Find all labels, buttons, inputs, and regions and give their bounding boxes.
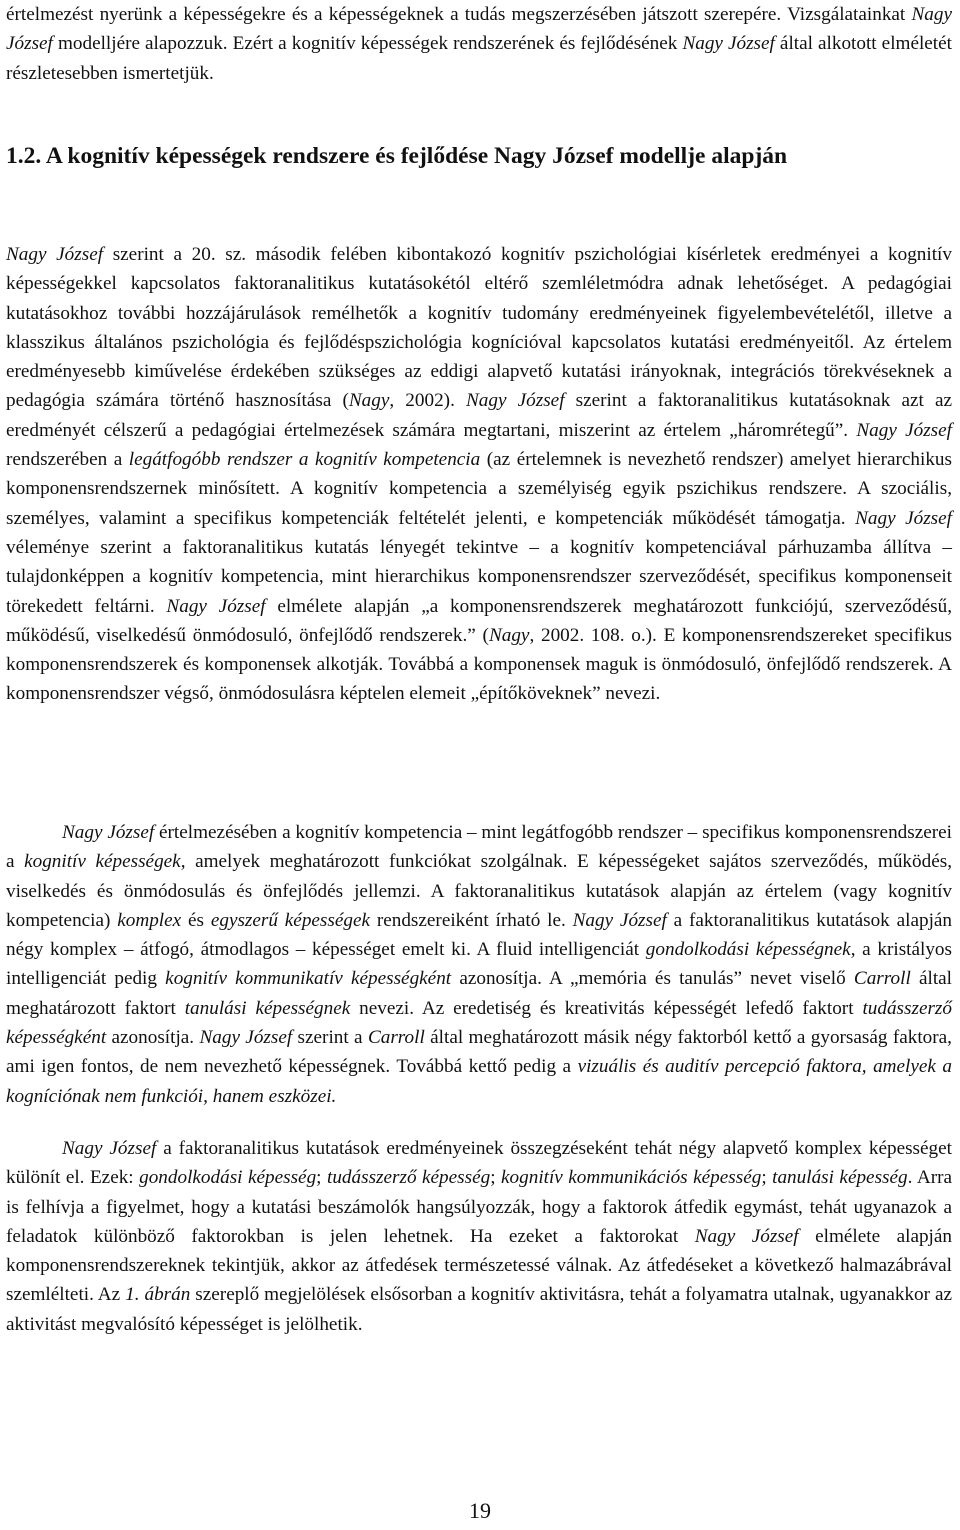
italic-text-run: vizuális és auditív percepció faktora, amelyek a kogníciónak nem funkciói, hanem eszközei. <box>6 1056 953 1107</box>
text-run: rendszereiként írható le. <box>370 909 573 931</box>
italic-text-run: Nagy József <box>199 1027 293 1049</box>
italic-text-run: Nagy <box>488 624 530 646</box>
italic-text-run: Nagy József <box>855 507 952 529</box>
italic-text-run: Nagy <box>348 390 390 412</box>
text-run: rendszerében a <box>6 449 129 471</box>
text-run: ; <box>490 1167 502 1189</box>
body-paragraph-1 <box>6 240 952 709</box>
italic-text-run: tudásszerző képesség <box>326 1167 491 1189</box>
italic-text-run: gondolkodási képességnek <box>645 939 851 961</box>
italic-text-run: Nagy József <box>62 822 155 843</box>
text-run: által alkotott elméletét részletesebben ismertetjük. <box>6 33 952 84</box>
text-run: a faktoranalitikus kutatások alapján négy komplex – átfogó, átmodlagos – képességet emelt ki. A fluid intelligenciát <box>6 909 953 961</box>
section-heading: 1.2. A kognitív képességek rendszere és fejlődése Nagy József modellje alapján <box>6 143 788 169</box>
text-run: modelljére alapozzuk. Ezért a kognitív képességek rendszerének és fejlődésének <box>52 33 683 55</box>
text-run: szereplő megjelölések elsősorban a kognitív aktivitásra, tehát a folyamatra utalnak, ugyanakkor az aktivitást megvalósító képességet is jelölhetik. <box>6 1284 953 1335</box>
italic-text-run: egyszerű képességek <box>210 909 371 931</box>
italic-text-run: Carroll <box>367 1027 425 1049</box>
italic-text-run: tudásszerző képességként <box>6 997 952 1049</box>
italic-text-run: Nagy József <box>6 244 104 265</box>
italic-text-run: kognitív képességek <box>24 851 181 873</box>
italic-text-run: Nagy József <box>572 909 667 931</box>
italic-text-run: komplex <box>117 909 182 931</box>
body-paragraph-2 <box>6 818 952 1111</box>
text-run: szerint a faktoranalitikus kutatásoknak azt az eredményét célszerű a pedagógiai értelmezések számára megtartani, miszerint az értelem „háromrétegű”. <box>6 390 953 441</box>
text-run: elmélete alapján komponensrendszereknek tekintjük, akkor az átfedések természetessé válnak. Az átfedéseket a következő halmazábrával szemlélteti. Az <box>6 1225 952 1306</box>
text-run: értelmezést nyerünk a képességekre és a képességeknek a tudás megszerzésében játszott szerepére. Vizsgálatainkat <box>6 4 912 25</box>
text-run: . Arra is felhívja a figyelmet, hogy a kutatási beszámolók hangsúlyozzák, hogy a faktorok átfedik egymást, tehát ugyanazok a feladatok különböző faktorokban is jelen lehetnek. Ha ezeket a faktorokat <box>6 1167 952 1247</box>
text-run: szerint a 20. sz. második felében kibontakozó kognitív pszichológiai kísérletek eredményei a kognitív képességekkel kapcsolatos faktoranalitikus kutatásokétól eltérő szemléletmódra adnak lehetőséget. A pedagógiai kutatásokhoz további hozzájárulások remélhetők a kognitív tudomány eredményeinek figyelembevételétől, illetve a klasszikus általános pszichológia és fejlődéspszichológia kognícióval kapcsolatos kutatási eredményeitől. Az értelem eredményesebb kiművelése érdekében szükséges az eddigi alapvető kutatási irányoknak, integrációs törekvéseknek a pedagógia számára történő hasznosítása ( <box>6 244 952 412</box>
italic-text-run: legátfogóbb rendszer a kognitív kompetencia <box>128 449 481 471</box>
italic-text-run: Nagy József <box>166 595 266 617</box>
text-run: , amelyek meghatározott funkciókat szolgálnak. E képességeket sajátos szerveződés, működés, viselkedés és önmódosulás és önfejlődés jellemzi. A faktoranalitikus kutatások alapján az értelem (vagy kognitív kompetencia) <box>6 851 952 931</box>
text-run: értelmezésében a kognitív kompetencia – mint legátfogóbb rendszer – specifikus komponensrendszerei a <box>6 822 952 873</box>
italic-text-run: Nagy József <box>6 4 952 55</box>
italic-text-run: gondolkodási képesség <box>139 1167 317 1189</box>
italic-text-run: Nagy József <box>466 390 565 412</box>
text-run: véleménye szerint a faktoranalitikus kutatás lényegét tekintve – a kognitív kompetenciával párhuzamba állítva – tulajdonképpen a kognitív kompetencia, mint hierarchikus komponensrendszer szerveződését, specifikus komponenseit törekedett feltárni. <box>6 536 952 617</box>
intro-paragraph <box>6 0 952 88</box>
text-run: szerint a <box>292 1027 368 1049</box>
text-run: nevezi. Az eredetiség és kreativitás képességét lefedő faktort <box>350 997 863 1019</box>
text-run: , a kristályos intelligenciát pedig <box>6 939 952 990</box>
text-run: , 2002. 108. o.). E komponensrendszereket specifikus komponensrendszerek és komponensek alkotják. Továbbá a komponensek maguk is önmódosuló, önfejlődő rendszerek. A komponensrendszer végső, önmódosulásra képtelen elemeit „építőköveknek” nevezi. <box>6 624 952 705</box>
text-run: által meghatározott másik négy faktorból kettő a gyorsaság faktora, ami igen fontos, de nem nevezhető képességnek. Továbbá kettő pedig a <box>6 1027 952 1078</box>
italic-text-run: Nagy József <box>62 1138 157 1159</box>
text-run: azonosítja. <box>106 1027 200 1049</box>
italic-text-run: Nagy József <box>856 419 952 441</box>
italic-text-run: 1. ábrán <box>125 1284 191 1306</box>
text-run: a faktoranalitikus kutatások eredményeinek összegzéseként tehát négy alapvető komplex képességet különít el. Ezek: <box>6 1138 952 1189</box>
italic-text-run: tanulási képességnek <box>184 997 351 1019</box>
text-run: , 2002). <box>389 390 466 412</box>
italic-text-run: tanulási képesség <box>772 1167 908 1189</box>
text-run: ; <box>761 1167 773 1189</box>
text-run: ; <box>316 1167 327 1189</box>
italic-text-run: Nagy József <box>694 1225 799 1247</box>
text-run: azonosítja. A „memória és tanulás” nevet viselő <box>451 968 854 990</box>
italic-text-run: Carroll <box>853 968 911 990</box>
text-run: által meghatározott faktort <box>6 968 952 1019</box>
italic-text-run: kognitív kommunikációs képesség <box>501 1167 762 1189</box>
italic-text-run: Nagy József <box>682 33 775 55</box>
text-run: és <box>181 909 211 931</box>
italic-text-run: kognitív kommunikatív képességként <box>165 968 452 990</box>
body-paragraph-3 <box>6 1134 952 1339</box>
text-run: (az értelemnek is nevezhető rendszer) amelyet hierarchikus komponensrendszernek minősített. A kognitív kompetencia a személyiség egyik pszichikus rendszere. A szociális, személyes, valamint a specifikus kompetenciák feltételét jelenti, e kompetenciák működését támogatja. <box>6 449 952 529</box>
text-run: elmélete alapján „a komponensrendszerek meghatározott funkciójú, szerveződésű, működésű, viselkedésű önmódosuló, önfejlődő rendszerek.” ( <box>6 595 952 646</box>
page-number: 19 <box>469 1498 491 1523</box>
